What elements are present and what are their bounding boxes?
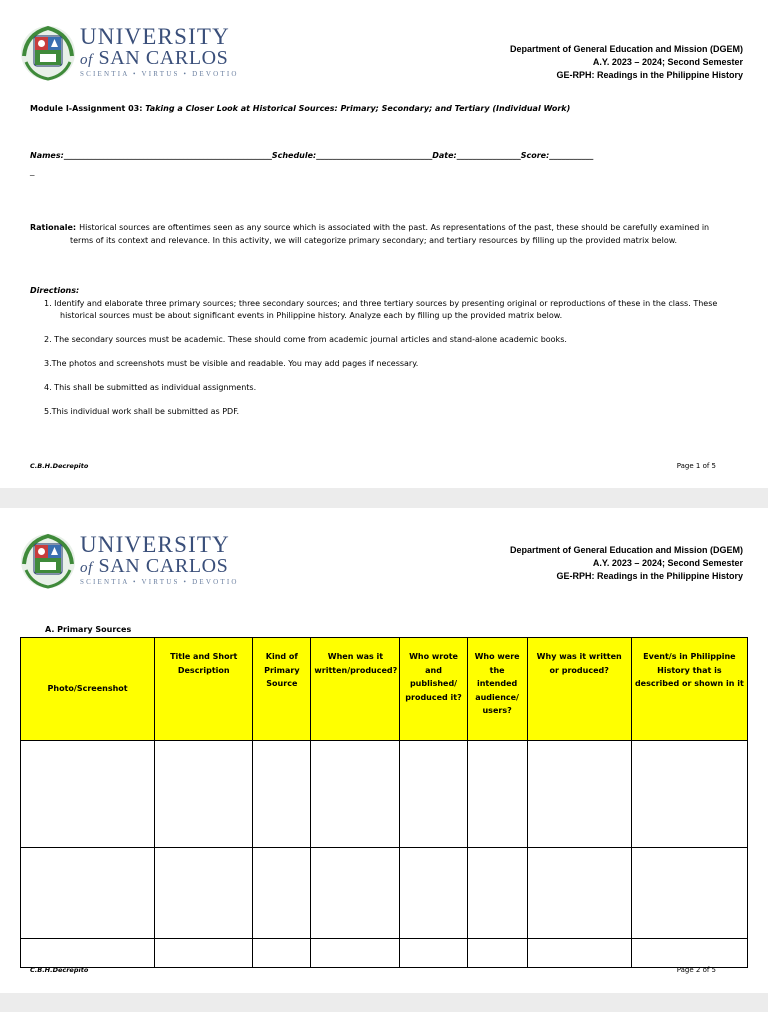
direction-item-1 [44,298,744,322]
table-cell[interactable] [253,848,311,939]
university-name-line2 [80,555,228,578]
table-cell[interactable] [527,848,631,939]
table-cell[interactable] [631,848,747,939]
university-name-line1: UNIVERSITY [80,532,230,557]
course-header [510,544,743,583]
table-cell[interactable] [155,939,253,968]
university-name-main: SAN CARLOS [98,555,229,577]
table-cell[interactable] [311,939,400,968]
university-seal-icon [18,530,78,590]
table-cell[interactable] [527,741,631,848]
column-header: Title and Short Description [155,638,253,741]
academic-year: A.Y. 2023 – 2024; Second Semester [592,558,743,568]
table-row [21,939,748,968]
university-logo [18,526,239,592]
direction-item-4 [44,382,744,394]
document-page-1 [0,0,768,488]
matrix-header-row [21,638,748,741]
footer-author: C.B.H.Decrepito [30,966,89,974]
course-name: GE-RPH: Readings in the Philippine History [556,571,743,581]
direction-item-text: 2. The secondary sources must be academic. These should come from academic journal articles and stand-alone academic books. [44,335,567,344]
table-cell[interactable] [21,741,155,848]
university-name-of: of [80,560,93,576]
names-schedule-date-score-line[interactable]: Names:____________________________________________________Schedule:_____________________________Date:________________Score:___________ [30,151,594,160]
table-cell[interactable] [400,741,467,848]
primary-sources-matrix [20,637,748,968]
university-name-of: of [80,52,93,68]
table-cell[interactable] [467,848,527,939]
section-title-primary-sources: A. Primary Sources [45,625,132,634]
assignment-title-topic: Taking a Closer Look at Historical Sources: Primary; Secondary; and Tertiary (Individual Work) [145,104,571,113]
table-cell[interactable] [21,939,155,968]
course-header [510,43,743,82]
direction-item-text: 4. This shall be submitted as individual assignments. [44,383,257,392]
university-seal-icon [18,22,78,82]
department-name: Department of General Education and Mission (DGEM) [509,545,743,555]
university-name-main: SAN CARLOS [98,47,229,69]
university-name-line2 [80,47,228,70]
column-header: Why was it written or produced? [527,638,631,741]
column-header: Kind of Primary Source [253,638,311,741]
directions-title: Directions: [30,286,80,295]
column-header: Who wrote and published/ produced it? [400,638,467,741]
table-cell[interactable] [253,939,311,968]
table-row [21,848,748,939]
table-cell[interactable] [631,741,747,848]
table-cell[interactable] [311,848,400,939]
footer-page-number: Page 1 of 5 [676,462,716,470]
university-logo [18,18,239,84]
footer-page-number: Page 2 of 5 [676,966,716,974]
column-header: Who were the intended audience/ users? [467,638,527,741]
column-header: When was it written/produced? [311,638,400,741]
assignment-title-prefix: Module I-Assignment 03: [30,104,146,113]
university-motto: SCIENTIA • VIRTUS • DEVOTIO [80,578,239,586]
department-name: Department of General Education and Mission (DGEM) [509,44,743,54]
rationale-paragraph [30,221,740,247]
column-header: Photo/Screenshot [21,638,155,741]
table-cell[interactable] [467,939,527,968]
direction-item-text: 3.The photos and screenshots must be visible and readable. You may add pages if necessary. [44,359,419,368]
table-cell[interactable] [527,939,631,968]
university-motto: SCIENTIA • VIRTUS • DEVOTIO [80,70,239,78]
direction-item-text-cont: historical sources must be about significant events in Philippine history. Analyze each by filling up the provided matrix below. [60,311,563,320]
university-name-line1: UNIVERSITY [80,24,230,49]
assignment-title [30,104,570,113]
table-row [21,741,748,848]
rationale-text-line2: terms of its context and relevance. In this activity, we will categorize primary secondary; and tertiary resources by filling up the provided matrix below. [70,236,678,245]
table-cell[interactable] [400,848,467,939]
rationale-text-line1: Historical sources are oftentimes seen as any source which is associated with the past. As representations of the past, these should be carefully examined in [79,223,710,232]
course-name: GE-RPH: Readings in the Philippine History [556,70,743,80]
table-cell[interactable] [253,741,311,848]
table-cell[interactable] [400,939,467,968]
direction-item-3 [44,358,744,370]
document-page-2 [0,508,768,993]
table-cell[interactable] [155,848,253,939]
direction-item-5 [44,406,744,418]
table-cell[interactable] [467,741,527,848]
names-line-continuation: _ [30,167,35,176]
table-cell[interactable] [21,848,155,939]
table-cell[interactable] [311,741,400,848]
footer-author: C.B.H.Decrepito [30,462,89,470]
direction-item-2 [44,334,744,346]
table-cell[interactable] [155,741,253,848]
rationale-label: Rationale: [30,223,77,232]
academic-year: A.Y. 2023 – 2024; Second Semester [592,57,743,67]
directions-section [30,286,742,416]
table-cell[interactable] [631,939,747,968]
direction-item-text: 5.This individual work shall be submitted as PDF. [44,407,240,416]
direction-item-text: 1. Identify and elaborate three primary sources; three secondary sources; and three tertiary sources by presenting original or reproductions of these in the class. These [44,299,718,308]
column-header: Event/s in Philippine History that is described or shown in it [631,638,747,741]
document-page-3 [0,1012,768,1032]
